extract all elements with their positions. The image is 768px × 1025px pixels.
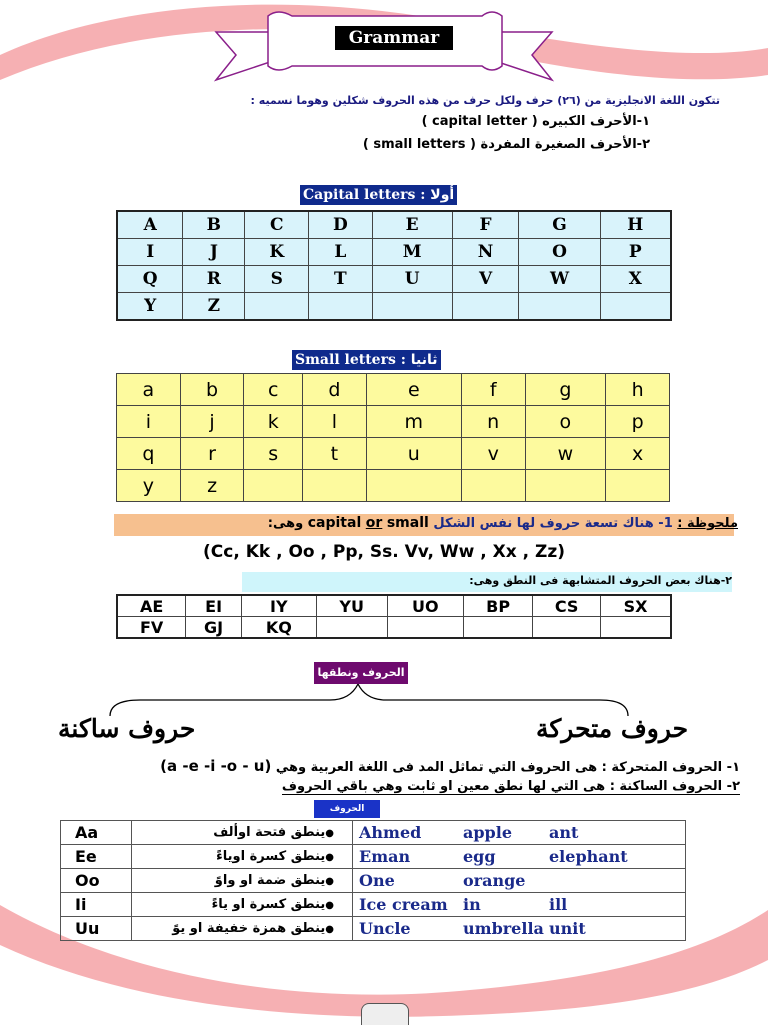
note-small: small [386, 515, 429, 531]
capital-letter-cell: Q [117, 266, 183, 293]
vowel-pronunciation-text: ينطق فتحة اوألف [213, 825, 326, 840]
capital-letter-cell: G [519, 211, 600, 239]
vowel-letter: Oo [61, 869, 132, 893]
small-letter-cell: y [117, 470, 181, 502]
note-or: or [365, 515, 383, 531]
small-letter-cell: d [303, 374, 367, 406]
vowel-rule-letters: (a -e -i -o - u) [160, 757, 272, 775]
vowels-title: حروف متحركة [536, 714, 689, 743]
capital-letter-cell: Y [117, 293, 183, 321]
vowel-examples [353, 917, 686, 941]
capital-letter-cell: R [183, 266, 245, 293]
vowel-pronunciation-text: ينطق كسرة اوياءً [216, 849, 326, 864]
example-word: Eman [359, 847, 411, 866]
small-letter-cell: v [461, 438, 525, 470]
small-letter-cell: h [606, 374, 670, 406]
vowel-letter: Uu [61, 917, 132, 941]
capital-letter-cell: D [309, 211, 373, 239]
small-letter-cell: p [606, 406, 670, 438]
similar-shape-pairs: (Cc, Kk , Oo , Pp, Ss. Vv, Ww , Xx , Zz) [203, 542, 565, 562]
intro-item-small: ٢-الأحرف الصغيرة المفردة ( small letters ) [362, 137, 650, 152]
capital-letter-cell: B [183, 211, 245, 239]
small-letter-cell: a [117, 374, 181, 406]
example-word: Ice cream [359, 895, 448, 914]
example-word: apple [463, 823, 512, 842]
curly-brace [110, 684, 628, 716]
capital-heading-ar: أولا [430, 187, 455, 203]
note-capital: capital [307, 515, 362, 531]
bullet-icon: ● [325, 828, 334, 839]
vowel-pronunciation [132, 821, 353, 845]
small-letter-row [117, 406, 670, 438]
similar-sound-cell: SX [601, 595, 671, 617]
capital-letter-cell: M [372, 239, 452, 266]
small-letter-cell: b [180, 374, 244, 406]
vowel-letter: Aa [61, 821, 132, 845]
note-number: 1- [658, 516, 673, 531]
small-letter-cell [366, 470, 461, 502]
small-letter-row [117, 438, 670, 470]
capital-letter-row [117, 211, 671, 239]
similar-sound-row [117, 617, 671, 639]
capital-letter-cell: X [600, 266, 671, 293]
similar-sound-cell: UO [387, 595, 463, 617]
bullet-icon: ● [325, 876, 334, 887]
small-heading-ar: ثانيا [410, 352, 438, 368]
similar-sound-cell: GJ [186, 617, 242, 639]
capital-letters-table [116, 210, 672, 321]
small-letter-cell: c [244, 374, 303, 406]
capital-letter-cell: W [519, 266, 600, 293]
example-word: umbrella [463, 919, 544, 938]
vowel-rule [160, 757, 740, 775]
small-heading [292, 350, 441, 370]
vowel-pronunciation [132, 869, 353, 893]
capital-heading [300, 185, 457, 205]
vowel-rule-text: ١- الحروف المتحركة : هى الحروف التي تماثل المد فى اللغة العربية وهي [275, 760, 740, 775]
small-letter-row [117, 470, 670, 502]
example-word: orange [463, 871, 526, 890]
capital-letter-cell: F [452, 211, 519, 239]
vowels-table [60, 820, 686, 941]
example-word: elephant [549, 847, 628, 866]
small-letter-cell [606, 470, 670, 502]
small-letter-cell [303, 470, 367, 502]
letters-pronunciation-heading: الحروف ونطقها [314, 662, 408, 684]
capital-letter-cell: N [452, 239, 519, 266]
vowel-pronunciation [132, 893, 353, 917]
capital-letter-cell [372, 293, 452, 321]
bullet-icon: ● [325, 900, 334, 911]
similar-sound-cell: BP [464, 595, 533, 617]
capital-letter-row [117, 293, 671, 321]
capital-letter-cell: I [117, 239, 183, 266]
small-letter-cell: f [461, 374, 525, 406]
small-letter-cell: t [303, 438, 367, 470]
capital-letter-cell [452, 293, 519, 321]
similar-sound-cell: AE [117, 595, 186, 617]
vowel-pronunciation-text: ينطق كسرة او ياءً [211, 897, 326, 912]
small-letter-cell: w [525, 438, 606, 470]
similar-sounds-table [116, 594, 672, 639]
example-word: Uncle [359, 919, 411, 938]
vowel-row [61, 917, 686, 941]
intro-item-capital: ١-الأحرف الكبيره ( capital letter ) [421, 114, 650, 129]
small-letter-cell: l [303, 406, 367, 438]
similar-sound-cell [316, 617, 387, 639]
similar-sound-row [117, 595, 671, 617]
small-letter-cell: r [180, 438, 244, 470]
similar-sound-cell: IY [241, 595, 316, 617]
vowel-examples [353, 821, 686, 845]
capital-letter-cell: U [372, 266, 452, 293]
small-letter-cell: e [366, 374, 461, 406]
capital-letter-row [117, 266, 671, 293]
similar-sound-cell: YU [316, 595, 387, 617]
page-number-tab [361, 1003, 409, 1025]
small-letter-cell: n [461, 406, 525, 438]
capital-letter-cell: O [519, 239, 600, 266]
similar-sound-cell [387, 617, 463, 639]
vowel-pronunciation-text: ينطق همزة خفيفة او يوً [172, 921, 326, 936]
example-word: Ahmed [359, 823, 422, 842]
consonants-title: حروف ساكنة [58, 714, 196, 743]
capital-letter-cell: C [245, 211, 309, 239]
capital-letter-cell: T [309, 266, 373, 293]
note-text: هناك تسعة حروف لها نفس الشكل [433, 516, 654, 531]
capital-letter-cell: S [245, 266, 309, 293]
small-letter-row [117, 374, 670, 406]
capital-letter-cell: V [452, 266, 519, 293]
capital-letter-cell: E [372, 211, 452, 239]
small-letter-cell: m [366, 406, 461, 438]
small-letter-cell [244, 470, 303, 502]
vowel-examples [353, 893, 686, 917]
vowel-examples [353, 869, 686, 893]
vowel-row [61, 869, 686, 893]
small-letters-table [116, 373, 670, 502]
similar-sound-cell: FV [117, 617, 186, 639]
capital-letter-cell [519, 293, 600, 321]
capital-letter-cell: J [183, 239, 245, 266]
small-letter-cell: g [525, 374, 606, 406]
example-word: One [359, 871, 395, 890]
capital-letter-cell: Z [183, 293, 245, 321]
capital-letter-cell: L [309, 239, 373, 266]
page-title: Grammar [335, 26, 453, 50]
bullet-icon: ● [325, 924, 334, 935]
small-letter-cell: s [244, 438, 303, 470]
similar-sound-cell: KQ [241, 617, 316, 639]
vowel-pronunciation [132, 845, 353, 869]
similar-sound-cell [601, 617, 671, 639]
example-word: in [463, 895, 481, 914]
small-letter-cell: z [180, 470, 244, 502]
capital-letter-cell: H [600, 211, 671, 239]
vowel-pronunciation [132, 917, 353, 941]
note-line [268, 515, 738, 531]
small-letter-cell: k [244, 406, 303, 438]
example-word: egg [463, 847, 496, 866]
small-letter-cell: x [606, 438, 670, 470]
small-letter-cell: j [180, 406, 244, 438]
example-word: ant [549, 823, 579, 842]
similar-sound-cell [464, 617, 533, 639]
small-letter-cell [525, 470, 606, 502]
vowel-letter: Ee [61, 845, 132, 869]
similar-sound-cell: EI [186, 595, 242, 617]
similar-sounds-heading: ٢-هناك بعض الحروف المتشابهة فى النطق وهى: [469, 574, 732, 587]
note-tail: وهى: [267, 516, 304, 531]
consonant-rule: ٢- الحروف الساكنة : هى التي لها نطق معين او ثابت وهي باقي الحروف [281, 779, 740, 794]
small-letter-cell: u [366, 438, 461, 470]
similar-sound-cell [533, 617, 601, 639]
note-label: ملحوظة : [677, 516, 738, 531]
vowel-letter: Ii [61, 893, 132, 917]
vowel-row [61, 821, 686, 845]
small-heading-en: Small letters : [295, 352, 406, 368]
vowels-table-heading: الحروف المتحركة [314, 800, 380, 818]
capital-letter-cell [309, 293, 373, 321]
similar-sound-cell: CS [533, 595, 601, 617]
capital-letter-cell: A [117, 211, 183, 239]
vowel-row [61, 845, 686, 869]
capital-letter-row [117, 239, 671, 266]
capital-letter-cell [600, 293, 671, 321]
intro-line: تتكون اللغة الانجليزية من (٢٦) حرف ولكل حرف من هذه الحروف شكلين وهوما نسميه : [250, 94, 720, 107]
vowel-pronunciation-text: ينطق ضمة او واوً [214, 873, 326, 888]
example-word: unit [549, 919, 586, 938]
small-letter-cell: q [117, 438, 181, 470]
capital-letter-cell [245, 293, 309, 321]
bullet-icon: ● [325, 852, 334, 863]
capital-heading-en: Capital letters : [303, 187, 426, 203]
vowel-row [61, 893, 686, 917]
small-letter-cell: o [525, 406, 606, 438]
example-word: ill [549, 895, 568, 914]
small-letter-cell [461, 470, 525, 502]
small-letter-cell: i [117, 406, 181, 438]
capital-letter-cell: P [600, 239, 671, 266]
capital-letter-cell: K [245, 239, 309, 266]
vowel-examples [353, 845, 686, 869]
